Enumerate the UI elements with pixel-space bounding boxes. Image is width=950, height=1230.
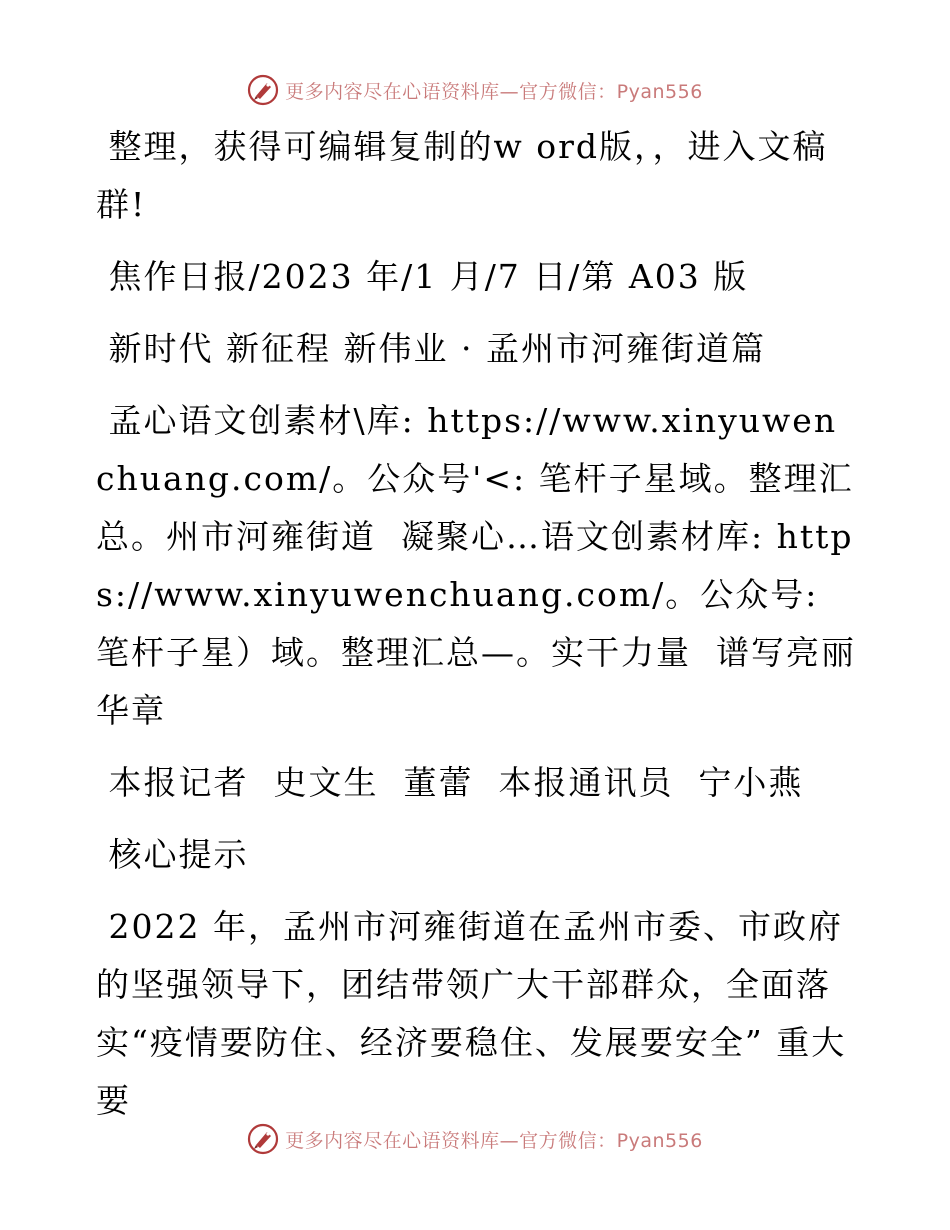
document-body: [96, 118, 856, 1130]
paragraph-source: 焦作日报/2023 年/1 月/7 日/第 A03 版: [96, 257, 749, 296]
watermark-text: 更多内容尽在心语资料库—官方微信：Pyan556: [285, 80, 703, 103]
paragraph-section-title: 新时代 新征程 新伟业 · 孟州市河雍街道篇: [96, 329, 766, 368]
pen-logo-icon: [247, 1123, 279, 1155]
footer-watermark: [0, 1121, 950, 1157]
paragraph-core-tip-heading: 核心提示: [96, 835, 249, 874]
watermark-text: 更多内容尽在心语资料库—官方微信：Pyan556: [285, 1129, 703, 1152]
paragraph-body: 2022 年，孟州市河雍街道在孟州市委、市政府的坚强领导下，团结带领广大干部群众，全面落实“疫情要防住、经济要稳住、发展要安全” 重大要: [96, 907, 847, 1120]
paragraph-headline: 孟心语文创素材\库: https://www.xinyuwenchuang.com/。公众号'<: 笔杆子星域。整理汇总。州市河雍街道 凝聚心…语文创素材库: https://www.xinyuwenchuang.com/。公众号: 笔杆子星）域。整理汇总—。实干力量 谱写亮丽华章: [96, 401, 856, 730]
header-watermark: [0, 72, 950, 108]
pen-logo-icon: [247, 74, 279, 106]
paragraph-intro: 整理，获得可编辑复制的w ord版，，进入文稿群!: [96, 127, 828, 224]
paragraph-byline: 本报记者 史文生 董蕾 本报通讯员 宁小燕: [96, 763, 804, 802]
